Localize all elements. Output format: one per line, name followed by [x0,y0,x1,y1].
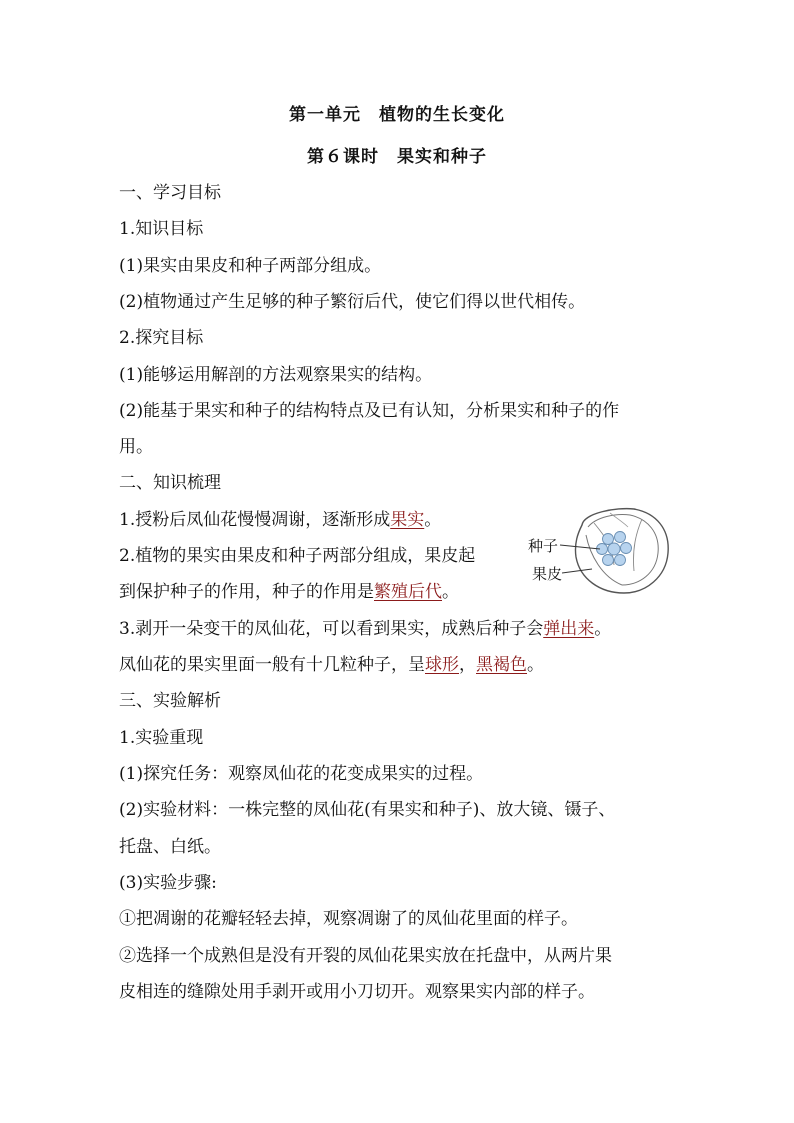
section-heading-experiment: 三、实验解析 [119,691,221,711]
experiment-step-1: ①把凋谢的花瓣轻轻去掉，观察凋谢了的凤仙花里面的样子。 [119,909,578,929]
knowledge-item-3-line2 [119,654,544,676]
lesson-title: 第６课时 果实和种子 [307,147,487,167]
label-seed: 种子 [528,537,559,555]
item3b-comma: ， [459,655,476,675]
unit-title: 第一单元 植物的生长变化 [289,105,505,125]
answer-fruit: 果实 [390,510,425,530]
item2-text: 到保护种子的作用，种子的作用是 [119,582,374,602]
item1-text: 1.授粉后凤仙花慢慢凋谢，逐渐形成 [119,510,391,530]
experiment-steps-title: (3)实验步骤: [119,873,217,893]
section-heading-knowledge: 二、知识梳理 [119,473,221,493]
explore-goal-2-line2: 用。 [119,437,153,457]
label-peel: 果皮 [532,565,563,583]
knowledge-item-2-line2 [119,581,459,603]
experiment-step-2-line2: 皮相连的缝隙处用手剥开或用小刀切开。观察果实内部的样子。 [119,982,595,1002]
fruit-diagram [524,505,672,597]
experiment-task: (1)探究任务：观察凤仙花的花变成果实的过程。 [119,764,484,784]
item3b-text: 凤仙花的果实里面一般有十几粒种子，呈 [119,655,425,675]
experiment-step-2-line1: ②选择一个成熟但是没有开裂的凤仙花果实放在托盘中，从两片果 [119,946,612,966]
answer-pop-out: 弹出来 [543,619,595,639]
experiment-reproduce-title: 1.实验重现 [119,728,204,748]
knowledge-item-3-line1 [119,618,611,640]
explore-goal-1: (1)能够运用解剖的方法观察果实的结构。 [119,365,433,385]
item2-end: 。 [442,582,459,602]
experiment-materials-line2: 托盘、白纸。 [119,837,221,857]
knowledge-goal-title: 1.知识目标 [119,219,204,239]
knowledge-item-1 [119,509,441,531]
knowledge-item-2-line1: 2.植物的果实由果皮和种子两部分组成，果皮起 [119,546,476,566]
experiment-materials-line1: (2)实验材料：一株完整的凤仙花(有果实和种子)、放大镜、镊子、 [119,800,616,820]
item3-end: 。 [594,619,612,639]
explore-goal-2-line1: (2)能基于果实和种子的结构特点及已有认知，分析果实和种子的作 [119,401,620,421]
item1-end: 。 [424,510,442,530]
section-heading-objectives: 一、学习目标 [119,183,221,203]
answer-spherical: 球形 [425,655,459,675]
answer-reproduce: 繁殖后代 [374,582,442,602]
item3b-end: 。 [527,655,544,675]
knowledge-goal-2: (2)植物通过产生足够的种子繁衍后代，使它们得以世代相传。 [119,292,586,312]
explore-goal-title: 2.探究目标 [119,328,204,348]
answer-dark-brown: 黑褐色 [476,655,527,675]
item3-text: 3.剥开一朵变干的凤仙花，可以看到果实，成熟后种子会 [119,619,544,639]
knowledge-goal-1: (1)果实由果皮和种子两部分组成。 [119,256,382,276]
